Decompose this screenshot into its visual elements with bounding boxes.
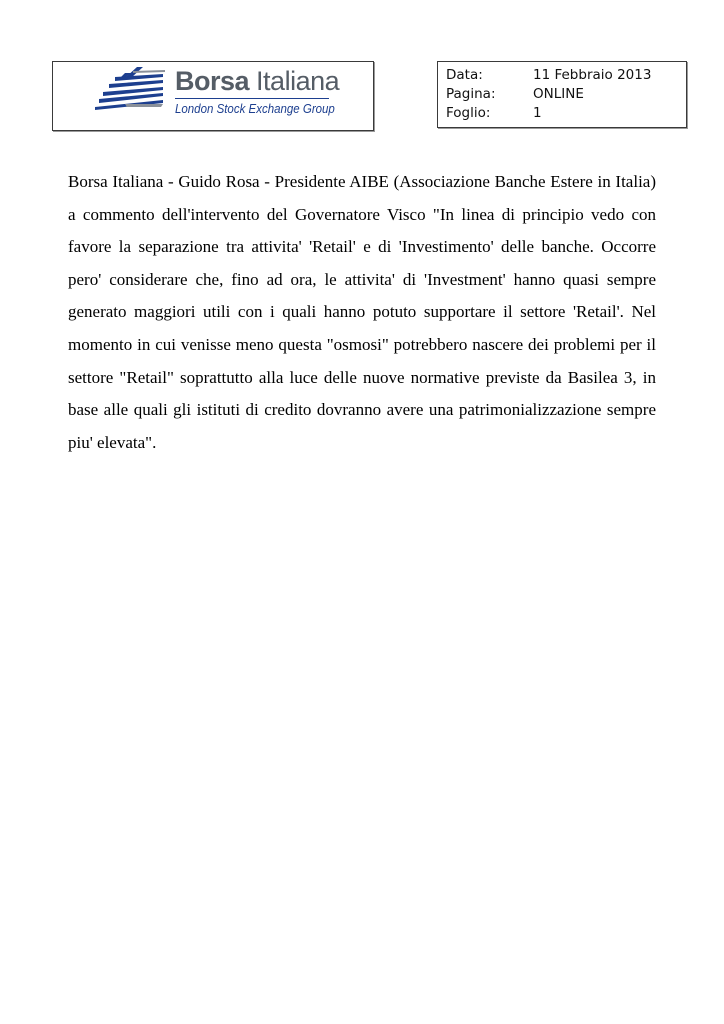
- info-value: ONLINE: [533, 86, 584, 102]
- brand-name-bold: Borsa: [175, 66, 250, 96]
- info-value: 1: [533, 105, 542, 121]
- info-label: Pagina:: [446, 86, 496, 102]
- brand-name-light: Italiana: [256, 66, 340, 96]
- brand-name: [175, 65, 339, 97]
- borsa-italiana-logo-box: [52, 61, 374, 131]
- brand-divider: [175, 98, 329, 99]
- borsa-italiana-wave-icon: [95, 66, 171, 124]
- info-value: 11 Febbraio 2013: [533, 67, 652, 83]
- info-label: Foglio:: [446, 105, 491, 121]
- brand-tagline: London Stock Exchange Group: [175, 102, 335, 116]
- info-label: Data:: [446, 67, 483, 83]
- document-info-box: [437, 61, 687, 128]
- article-body: Borsa Italiana - Guido Rosa - Presidente AIBE (Associazione Banche Estere in Italia) a commento dell'intervento del Governatore Visco "In linea di principio vedo con favore la separazione tra attivita' 'Retail' e di 'Investimento' delle banche. Occorre pero' considerare che, fino ad ora, le attivita' di 'Investment' hanno quasi sempre generato maggiori utili con i quali hanno potuto supportare il settore 'Retail'. Nel momento in cui venisse meno questa "osmosi" potrebbero nascere dei problemi per il settore "Retail" soprattutto alla luce delle nuove normative previste da Basilea 3, in base alle quali gli istituti di credito dovranno avere una patrimonializzazione sempre piu' elevata".: [68, 172, 656, 452]
